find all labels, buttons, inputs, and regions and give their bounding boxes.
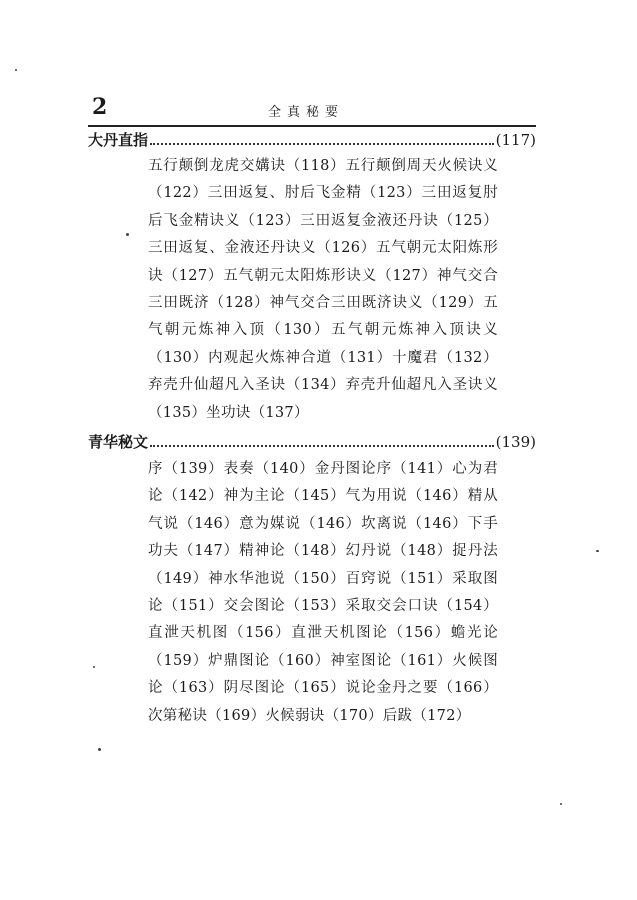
scan-speck xyxy=(560,803,562,805)
scan-speck xyxy=(596,550,599,552)
toc-entry-page: (139) xyxy=(495,433,536,451)
scan-speck xyxy=(93,666,95,668)
running-title: 全真秘要 xyxy=(268,105,345,120)
dot-leader xyxy=(150,143,494,145)
toc-entry-title: 大丹直指 xyxy=(88,131,149,149)
toc-entry-contents: 序（139）表奏（140）金丹图论序（141）心为君论（142）神为主论（145）气为用说（146）精从气说（146）意为媒说（146）坎离说（146）下手功夫（147）精神论（148）幻丹说（148）捉丹法（149）神水华池说（150）百窍说（151）采取图论（151）交会图论（153）采取交会口诀（154）直泄天机图（156）直泄天机图论（156）蟾光论（159）炉鼎图论（160）神室图论（161）火候图论（163）阴尽图论（165）说论金丹之要（166）次第秘诀（169）火候弱诀（170）后跋（172） xyxy=(148,461,498,724)
scan-speck xyxy=(126,233,129,236)
scan-speck xyxy=(15,69,17,71)
toc-entry-title: 青华秘文 xyxy=(88,433,149,451)
toc-entry-qinghua-miwen[interactable] xyxy=(88,432,536,452)
toc-entry-contents: 五行颠倒龙虎交媾诀（118）五行颠倒周天火候诀义（122）三田返复、肘后飞金精（123）三田返复肘后飞金精诀义（123）三田返复金液还丹诀（125）三田返复、金液还丹诀义（126）五气朝元太阳炼形诀（127）五气朝元太阳炼形诀义（127）神气交合三田既济（128）神气交合三田既济诀义（129）五气朝元炼神入顶（130）五气朝元炼神入顶诀义（130）内观起火炼神合道（131）十魔君（132）弃壳升仙超凡入圣诀（134）弃壳升仙超凡入圣诀义（135）坐功诀（137） xyxy=(148,158,498,421)
scan-speck xyxy=(98,748,101,751)
header-rule xyxy=(88,125,536,127)
toc-entry-page: (117) xyxy=(495,131,536,149)
page-number: 2 xyxy=(92,94,108,120)
dot-leader xyxy=(150,445,494,447)
toc-entry-dadan-zhizhi[interactable] xyxy=(88,130,536,150)
